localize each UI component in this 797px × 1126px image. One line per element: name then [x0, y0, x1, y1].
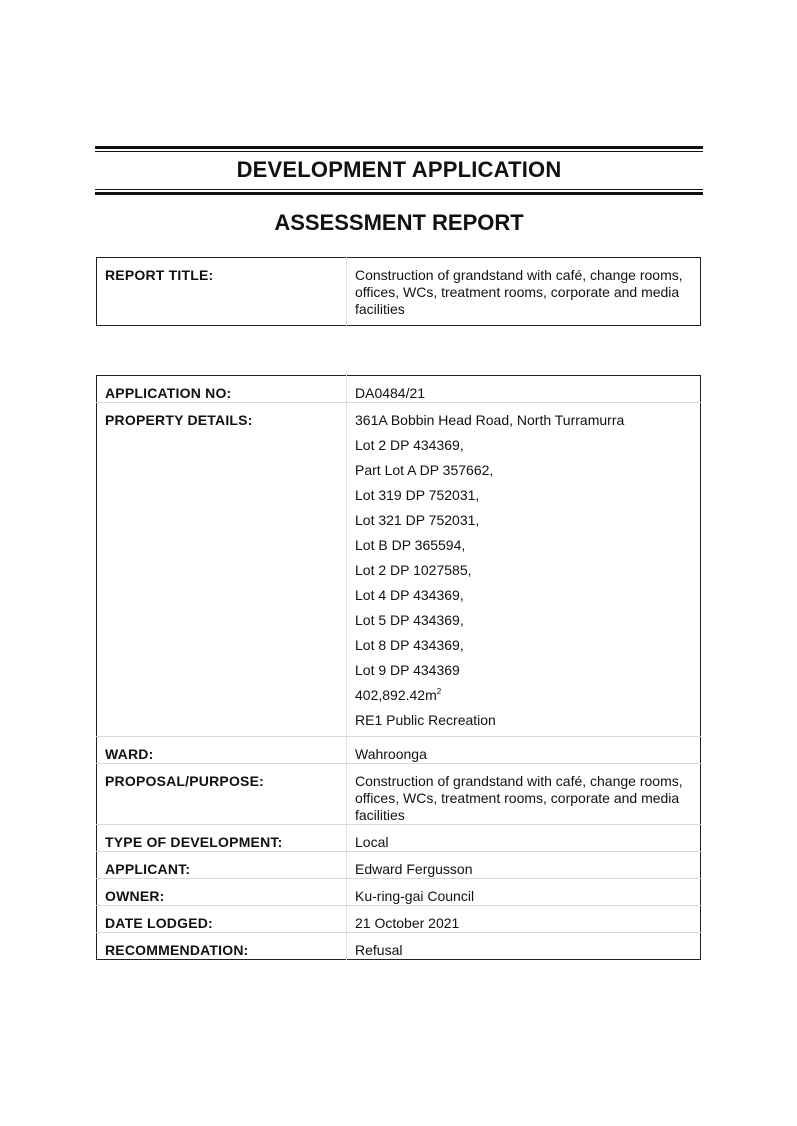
property-area	[355, 683, 690, 708]
row-applicant	[97, 852, 701, 879]
date-lodged-label: DATE LODGED:	[97, 906, 347, 933]
report-title-row	[97, 258, 701, 326]
row-ward	[97, 737, 701, 764]
application-details-table	[96, 375, 701, 960]
property-area-value: 402,892.42m	[355, 687, 437, 703]
recommendation-label: RECOMMENDATION:	[97, 933, 347, 960]
ward-label: WARD:	[97, 737, 347, 764]
recommendation-value: Refusal	[355, 942, 403, 958]
proposal-label: PROPOSAL/PURPOSE:	[97, 764, 347, 825]
proposal-value: Construction of grandstand with café, change rooms, offices, WCs, treatment rooms, corporate and media facilities	[347, 764, 701, 825]
document-subtitle: ASSESSMENT REPORT	[274, 210, 524, 235]
row-recommendation	[97, 933, 701, 960]
row-application-no	[97, 376, 701, 403]
date-lodged-value: 21 October 2021	[347, 906, 701, 933]
owner-label: OWNER:	[97, 879, 347, 906]
property-line: Lot 8 DP 434369,	[355, 637, 464, 653]
property-line: Lot 321 DP 752031,	[355, 512, 480, 528]
banner-bottom-rule-thin	[95, 189, 703, 190]
property-area-unit-superscript: 2	[436, 687, 442, 696]
property-line: Lot 319 DP 752031,	[355, 487, 480, 503]
property-line: Lot 2 DP 434369,	[355, 437, 464, 453]
document-title: DEVELOPMENT APPLICATION	[236, 157, 562, 182]
applicant-label: APPLICANT:	[97, 852, 347, 879]
type-of-development-label: TYPE OF DEVELOPMENT:	[97, 825, 347, 852]
report-title-table	[96, 257, 701, 326]
property-line: 361A Bobbin Head Road, North Turramurra	[355, 412, 625, 428]
applicant-value: Edward Fergusson	[347, 852, 701, 879]
banner-top-rule-thick	[95, 146, 703, 149]
application-no-label: APPLICATION NO:	[97, 376, 347, 403]
property-line: Lot 9 DP 434369	[355, 662, 460, 678]
row-proposal	[97, 764, 701, 825]
property-details-value	[347, 403, 701, 737]
property-line: Lot 4 DP 434369,	[355, 587, 464, 603]
ward-value: Wahroonga	[347, 737, 701, 764]
banner-bottom-rule-thick	[95, 192, 703, 195]
property-line: Lot 2 DP 1027585,	[355, 562, 472, 578]
property-line: Lot B DP 365594,	[355, 537, 466, 553]
row-date-lodged	[97, 906, 701, 933]
property-zoning: RE1 Public Recreation	[355, 712, 496, 728]
title-banner	[95, 146, 703, 195]
property-line: Lot 5 DP 434369,	[355, 612, 464, 628]
row-property-details	[97, 403, 701, 737]
report-title-value: Construction of grandstand with café, change rooms, offices, WCs, treatment rooms, corporate and media facilities	[355, 267, 683, 317]
type-of-development-value: Local	[347, 825, 701, 852]
property-details-label: PROPERTY DETAILS:	[97, 403, 347, 737]
property-line: Part Lot A DP 357662,	[355, 462, 494, 478]
owner-value: Ku-ring-gai Council	[347, 879, 701, 906]
row-owner	[97, 879, 701, 906]
application-no-value: DA0484/21	[347, 376, 701, 403]
report-title-label: REPORT TITLE:	[97, 258, 347, 326]
row-type-of-development	[97, 825, 701, 852]
